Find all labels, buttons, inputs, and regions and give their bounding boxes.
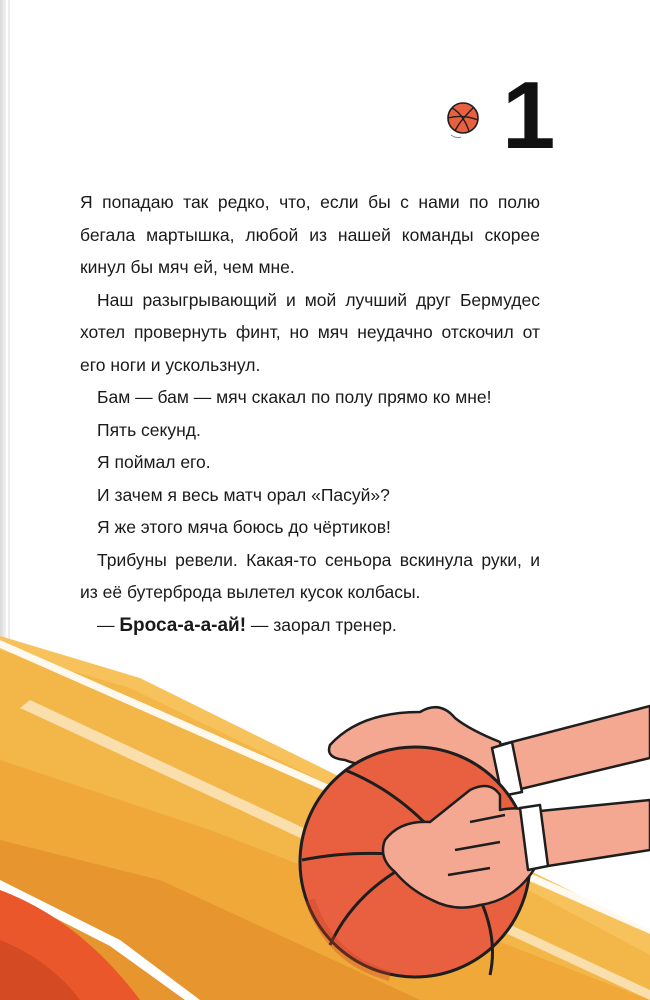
- paragraph: Пять секунд.: [97, 419, 201, 440]
- paragraph: И зачем я весь матч орал «Пасуй»?: [97, 484, 390, 505]
- paragraph: Трибуны ревели. Какая-то сеньора вскинула руки, и из её бутерброда вылетел кусок колбасы.: [80, 549, 540, 602]
- paragraph: Я поймал его.: [97, 452, 211, 472]
- chapter-number: 1: [502, 62, 556, 169]
- basketball-icon: [443, 100, 483, 140]
- paragraph: Наш разыгрывающий и мой лучший друг Бермудес хотел провернуть финт, но мяч неудачно отскочил от его ноги и ускользнул.: [80, 289, 540, 375]
- shout-tail: — заорал тренер.: [246, 614, 397, 635]
- dash: —: [97, 614, 120, 635]
- chapter-text: [80, 186, 540, 642]
- paragraph: Я попадаю так редко, что, если бы с нами по полю бегала мартышка, любой из нашей команды скорее кинул бы мяч ей, чем мне.: [80, 192, 540, 277]
- coach-shout: Броса-а-а-ай!: [119, 614, 247, 636]
- upper-arm: [492, 706, 650, 796]
- paragraph-shout: [80, 609, 540, 643]
- paragraph: Бам — бам — мяч скакал по полу прямо ко мне!: [97, 387, 492, 407]
- paragraph: Я же этого мяча боюсь до чёртиков!: [97, 517, 391, 537]
